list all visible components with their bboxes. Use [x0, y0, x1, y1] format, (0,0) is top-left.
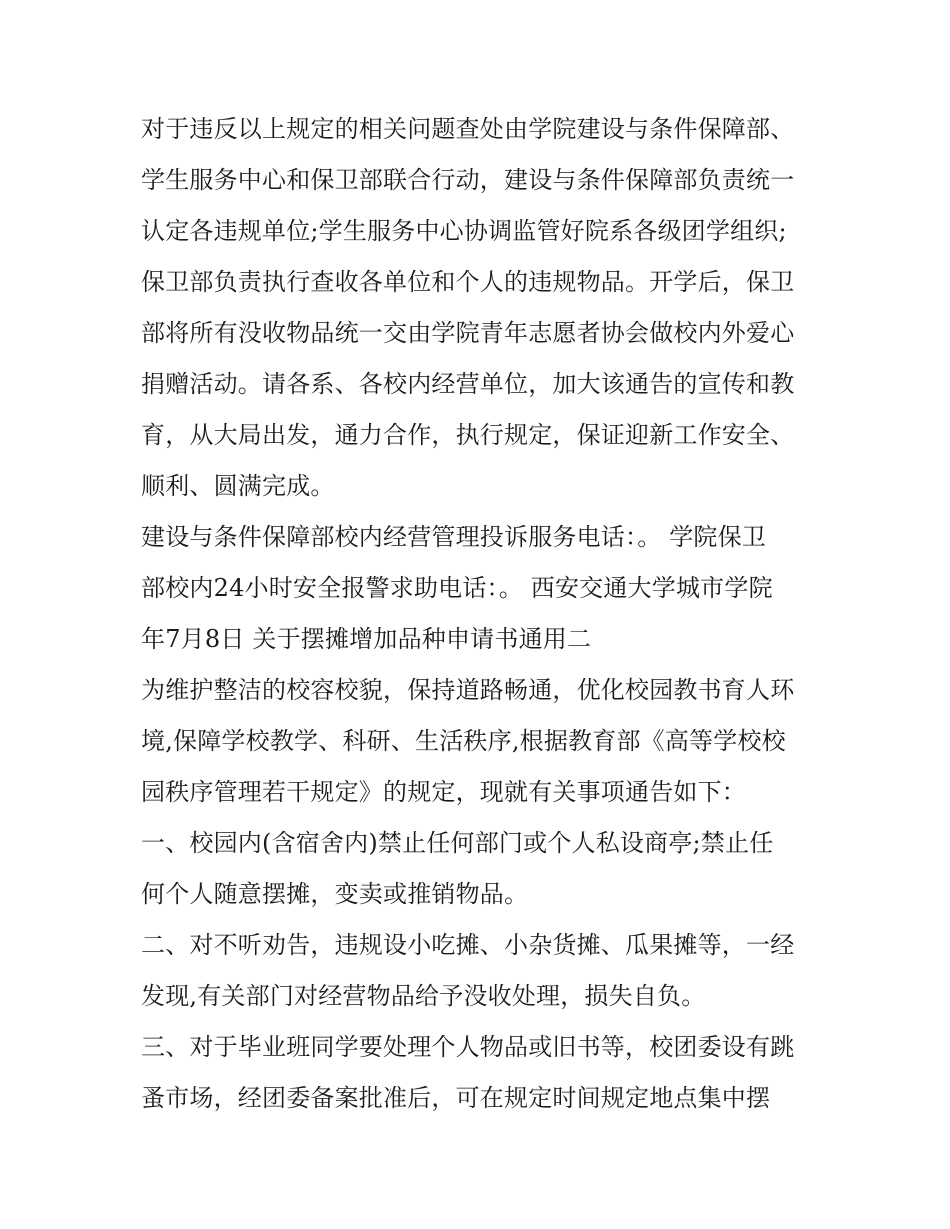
text-line: 三、对于毕业班同学要处理个人物品或旧书等，校团委设有跳	[141, 1033, 795, 1061]
text-line: 发现,有关部门对经营物品给予没收处理，损失自负。	[141, 982, 706, 1010]
document-body	[141, 104, 821, 1124]
text-line: 学生服务中心和保卫部联合行动，建设与条件保障部负责统一	[141, 166, 795, 194]
text-line: 一、校园内(含宿舍内)禁止任何部门或个人私设商亭;禁止任	[141, 829, 774, 857]
text-line: 何个人随意摆摊，变卖或推销物品。	[141, 880, 529, 908]
text-line: 为维护整洁的校容校貌，保持道路畅通，优化校园教书育人环	[141, 676, 795, 704]
text-line: 顺利、圆满完成。	[141, 472, 335, 500]
text-line: 建设与条件保障部校内经营管理投诉服务电话：。 学院保卫	[141, 523, 767, 551]
text-line: 捐赠活动。请各系、各校内经营单位，加大该通告的宣传和教	[141, 370, 795, 398]
text-line: 部将所有没收物品统一交由学院青年志愿者协会做校内外爱心	[141, 319, 795, 347]
text-line: 对于违反以上规定的相关问题查处由学院建设与条件保障部、	[141, 115, 795, 143]
text-line: 认定各违规单位;学生服务中心协调监管好院系各级团学组织;	[141, 217, 787, 245]
text-line: 部校内24小时安全报警求助电话：。 西安交通大学城市学院	[141, 574, 773, 602]
text-line: 园秩序管理若干规定》的规定，现就有关事项通告如下：	[141, 778, 746, 806]
text-line: 保卫部负责执行查收各单位和个人的违规物品。开学后，保卫	[141, 268, 795, 296]
text-line: 境,保障学校教学、科研、生活秩序,根据教育部《高等学校校	[141, 727, 786, 755]
text-line: 育，从大局出发，通力合作，执行规定，保证迎新工作安全、	[141, 421, 795, 449]
text-line: 蚤市场，经团委备案批准后，可在规定时间规定地点集中摆	[141, 1084, 771, 1112]
text-line: 二、对不听劝告，违规设小吃摊、小杂货摊、瓜果摊等，一经	[141, 931, 795, 959]
text-line: 年7月8日 关于摆摊增加品种申请书通用二	[141, 625, 592, 653]
